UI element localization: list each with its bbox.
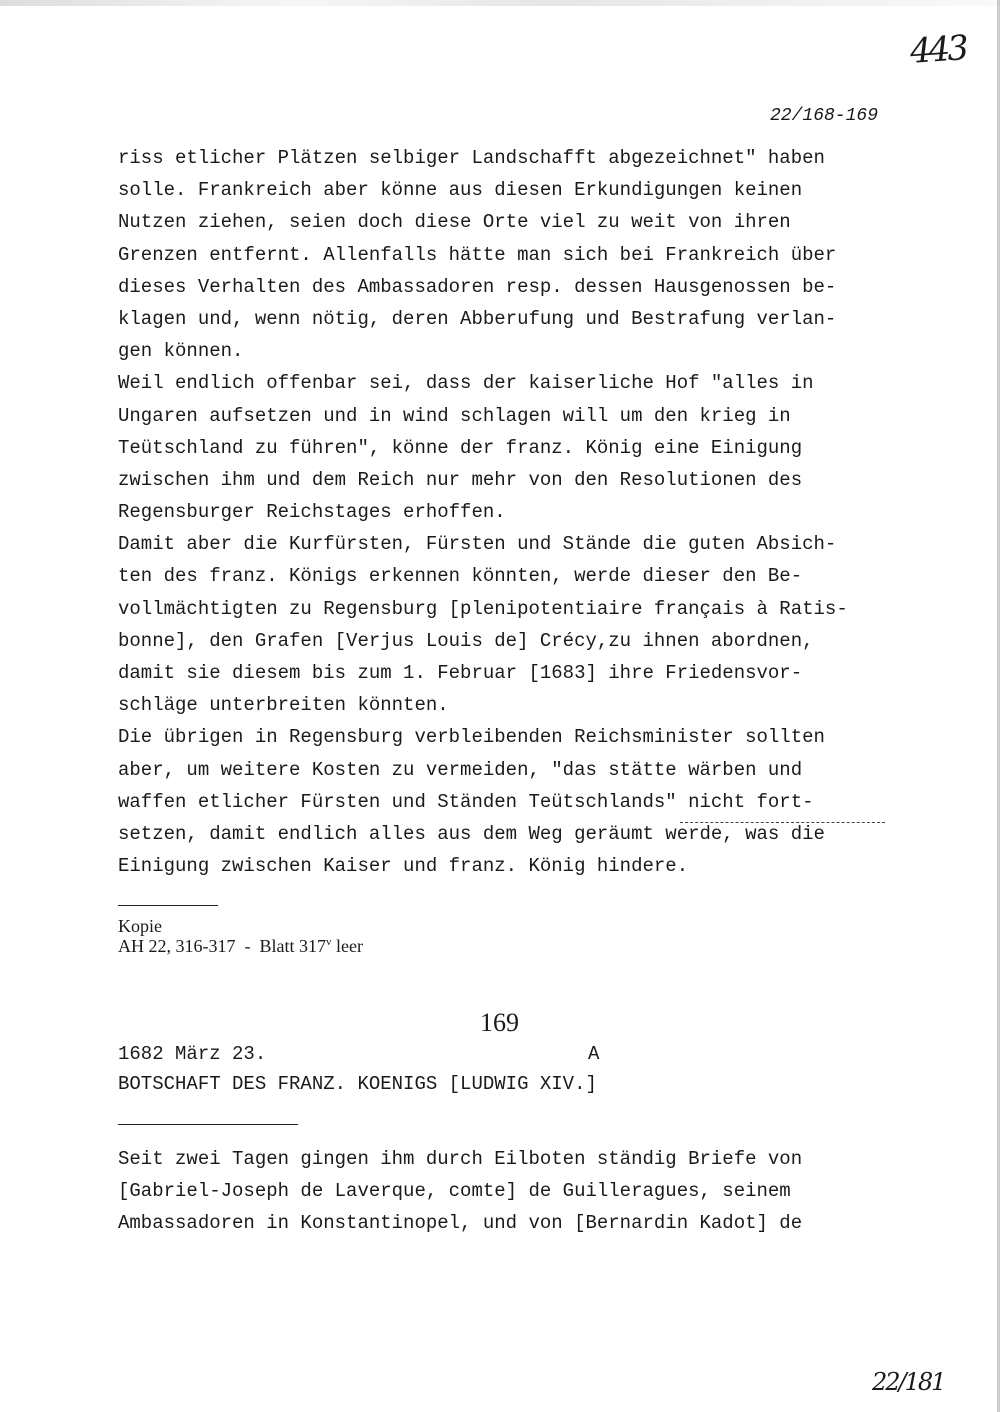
text-line: bonne], den Grafen [Verjus Louis de] Crécy,zu ihnen abordnen, xyxy=(118,629,814,652)
text-line: ten des franz. Königs erkennen könnten, werde dieser den Be- xyxy=(118,565,803,588)
text-line: solle. Frankreich aber könne aus diesen Erkundigungen keinen xyxy=(118,179,803,202)
text-line: Einigung zwischen Kaiser und franz. König hindere. xyxy=(118,855,689,878)
document-letter: A xyxy=(588,1043,600,1065)
page-reference: 22/168-169 xyxy=(770,106,879,126)
text-line: schläge unterbreiten könnten. xyxy=(118,694,449,717)
text-line: waffen etlicher Fürsten und Ständen Teütschlands" nicht fort- xyxy=(118,790,814,813)
archive-stamp: 22/181 xyxy=(872,1368,945,1396)
section-rule xyxy=(118,1124,298,1125)
text-line: Ambassadoren in Konstantinopel, und von [Bernardin Kadot] de xyxy=(118,1212,803,1235)
note-source xyxy=(118,936,363,957)
text-line: Regensburger Reichstages erhoffen. xyxy=(118,501,506,524)
text-line: Grenzen entfernt. Allenfalls hätte man sich bei Frankreich über xyxy=(118,243,837,266)
document-number: 169 xyxy=(480,1008,519,1037)
document-title: BOTSCHAFT DES FRANZ. KOENIGS [LUDWIG XIV.] xyxy=(118,1073,597,1095)
note-source-sup: v xyxy=(325,936,332,948)
text-line: Nutzen ziehen, seien doch diese Orte viel zu weit von ihren xyxy=(118,211,791,234)
text-line: Die übrigen in Regensburg verbleibenden Reichsminister sollten xyxy=(118,726,825,749)
text-line: klagen und, wenn nötig, deren Abberufung und Bestrafung verlan- xyxy=(118,307,837,330)
text-line: riss etlicher Plätzen selbiger Landschafft abgezeichnet" haben xyxy=(118,147,825,169)
text-line: setzen, damit endlich alles aus dem Weg geräumt werde, was die xyxy=(118,822,825,845)
strike-mark xyxy=(680,822,885,824)
text-line: Ungaren aufsetzen und in wind schlagen will um den krieg in xyxy=(118,404,791,427)
text-line: Weil endlich offenbar sei, dass der kaiserliche Hof "alles in xyxy=(118,372,814,395)
body-text-2 xyxy=(118,1143,918,1240)
text-line: Damit aber die Kurfürsten, Fürsten und Stände die guten Absich- xyxy=(118,533,837,556)
text-line: dieses Verhalten des Ambassadoren resp. dessen Hausgenossen be- xyxy=(118,275,837,298)
text-line: Teütschland zu führen", könne der franz. König eine Einigung xyxy=(118,436,803,459)
body-text xyxy=(118,142,918,882)
text-line: gen können. xyxy=(118,340,244,363)
text-line: aber, um weitere Kosten zu vermeiden, "das stätte wärben und xyxy=(118,758,803,781)
footnote-rule xyxy=(118,905,218,906)
text-line: vollmächtigten zu Regensburg [plenipotentiaire français à Ratis- xyxy=(118,597,848,620)
document-date: 1682 März 23. xyxy=(118,1043,267,1065)
text-line: [Gabriel-Joseph de Laverque, comte] de Guilleragues, seinem xyxy=(118,1180,791,1203)
scan-edge-top xyxy=(0,0,1000,6)
text-line: zwischen ihm und dem Reich nur mehr von den Resolutionen des xyxy=(118,468,803,491)
text-line: damit sie diesem bis zum 1. Februar [1683] ihre Friedensvor- xyxy=(118,662,803,684)
text-line: Seit zwei Tagen gingen ihm durch Eilboten ständig Briefe von xyxy=(118,1148,803,1170)
note-kopie: Kopie xyxy=(118,916,162,936)
note-source-text: AH 22, 316-317 - Blatt 317 xyxy=(118,936,326,956)
handwritten-folio-number: 443 xyxy=(908,28,968,72)
note-source-tail: leer xyxy=(331,936,363,956)
